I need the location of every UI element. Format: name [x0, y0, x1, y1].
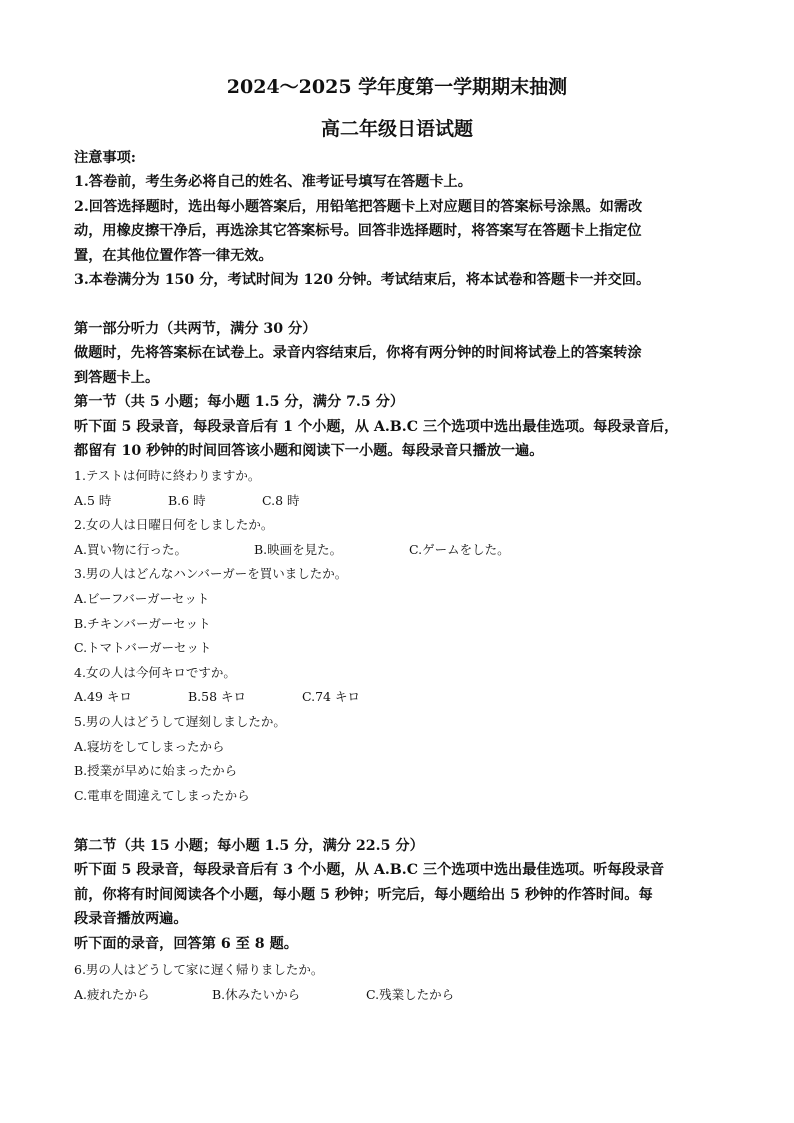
question-text: 2.女の人は日曜日何をしましたか。 — [74, 517, 274, 533]
option-c: C.残業したから — [366, 986, 455, 1002]
question-text: 3.男の人はどんなハンバーガーを買いましたか。 — [74, 566, 348, 582]
notice-line: 2.回答选择题时，选出每小题答案后，用铅笔把答题卡上对应题目的答案标号涂黑。如需改 — [74, 198, 643, 215]
option-b: B.授業が早めに始まったから — [74, 763, 238, 779]
section2-heading: 第二节（共 15 小题；每小题 1.5 分，满分 22.5 分） — [74, 838, 424, 854]
option-a: A.買い物に行った。 — [74, 541, 188, 557]
option-c: C.74 キロ — [302, 689, 360, 705]
option-a: A.寝坊をしてしまったから — [74, 738, 225, 754]
option-b: B.休みたいから — [212, 986, 301, 1002]
notice-section — [74, 146, 734, 292]
notice-line: 3.本卷满分为 150 分，考试时间为 120 分钟。考试结束后，将本试卷和答题卡一并交回。 — [74, 272, 651, 289]
section2 — [74, 834, 734, 956]
question-options — [74, 489, 734, 514]
exam-subtitle: 高二年级日语试题 — [320, 118, 473, 140]
question-options — [74, 983, 734, 1008]
option-c: C.ゲームをした。 — [409, 541, 510, 557]
option-c: C.電車を間違えてしまったから — [74, 787, 250, 803]
question-6 — [74, 958, 734, 1007]
option-a: A.49 キロ — [74, 689, 132, 705]
option-a: A.5 時 — [74, 492, 112, 508]
question-text: 6.男の人はどうして家に遅く帰りましたか。 — [74, 962, 324, 977]
section2-desc: 听下面 5 段录音，每段录音后有 3 个小题，从 A.B.C 三个选项中选出最佳选项。听每段录音 — [74, 862, 665, 879]
option-a: A.ビーフバーガーセット — [74, 590, 210, 606]
part1-heading: 第一部分听力（共两节，满分 30 分） — [74, 321, 317, 337]
section2-instruction: 听下面的录音，回答第 6 至 8 题。 — [74, 935, 298, 952]
question-text: 1.テストは何時に終わりますか。 — [74, 468, 261, 483]
exam-title: 2024～2025 学年度第一学期期末抽测 — [226, 76, 568, 98]
option-b: B.58 キロ — [188, 689, 247, 705]
question-options — [74, 685, 734, 710]
section1-desc: 都留有 10 秒钟的时间回答该小题和阅读下一小题。每段录音只播放一遍。 — [74, 443, 544, 460]
questions-1-5 — [74, 464, 734, 808]
option-c: C.トマトバーガーセット — [74, 640, 212, 656]
part1-section — [74, 317, 734, 463]
option-c: C.8 時 — [262, 492, 300, 508]
option-a: A.疲れたから — [74, 986, 150, 1002]
part1-desc: 到答题卡上。 — [74, 369, 160, 386]
option-b: B.6 時 — [168, 492, 206, 508]
notice-line: 动，用橡皮擦干净后，再选涂其它答案标号。回答非选择题时，将答案写在答题卡上指定位 — [74, 223, 642, 240]
section1-heading: 第一节（共 5 小题；每小题 1.5 分，满分 7.5 分） — [74, 394, 405, 411]
option-b: B.チキンバーガーセット — [74, 615, 211, 631]
question-text: 4.女の人は今何キロですか。 — [74, 664, 236, 680]
question-text: 5.男の人はどうして遅刻しましたか。 — [74, 713, 286, 729]
section2-desc: 前，你将有时间阅读各个小题，每小题 5 秒钟；听完后，每小题给出 5 秒钟的作答时间。每 — [74, 886, 653, 903]
notice-line: 1.答卷前，考生务必将自己的姓名、准考证号填写在答题卡上。 — [74, 174, 472, 191]
question-options — [74, 538, 734, 563]
section2-desc: 段录音播放两遍。 — [74, 911, 188, 928]
part1-desc: 做题时，先将答案标在试卷上。录音内容结束后，你将有两分钟的时间将试卷上的答案转涂 — [74, 345, 642, 362]
notice-line: 置，在其他位置作答一律无效。 — [74, 247, 273, 264]
section1-desc: 听下面 5 段录音，每段录音后有 1 个小题，从 A.B.C 三个选项中选出最佳选项。每段录音后， — [74, 418, 679, 435]
option-b: B.映画を見た。 — [254, 541, 343, 557]
notice-heading: 注意事项: — [74, 150, 136, 166]
